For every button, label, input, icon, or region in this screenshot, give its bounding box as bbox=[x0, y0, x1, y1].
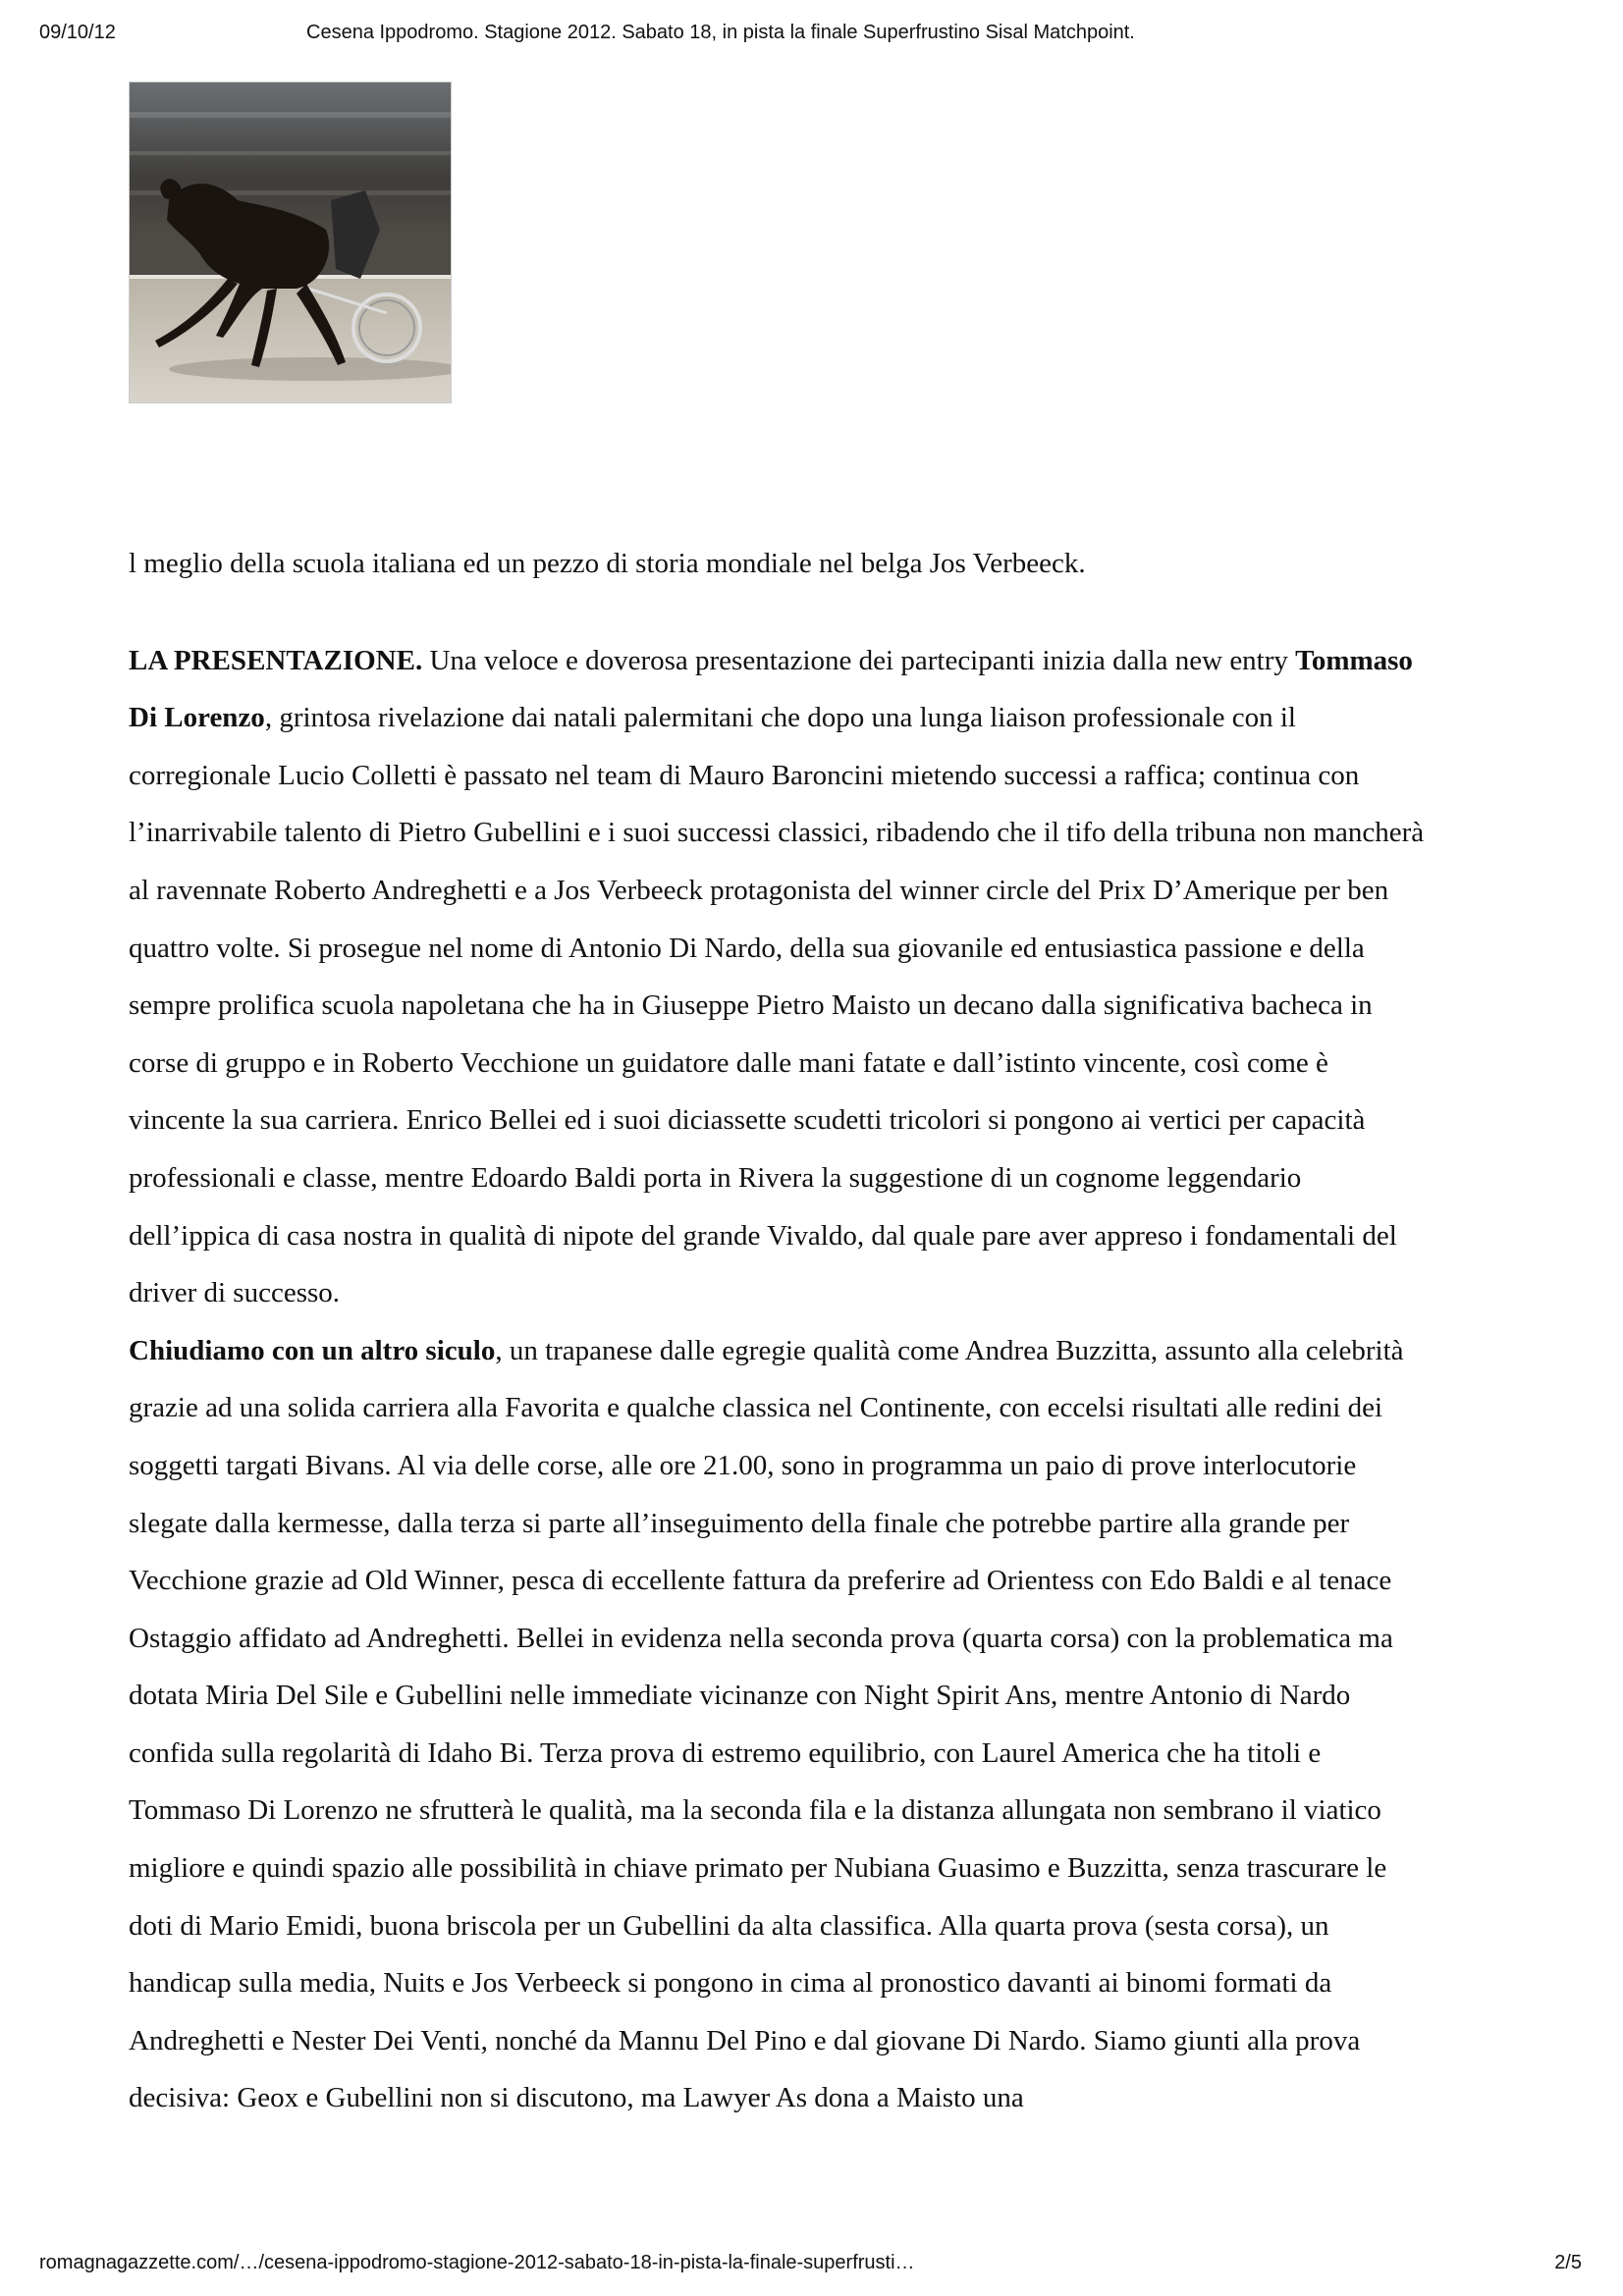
page-header bbox=[0, 22, 1623, 51]
paragraph-2-text-a: Una veloce e doverosa presentazione dei partecipanti inizia dalla new entry bbox=[422, 644, 1296, 676]
article-paragraph-2 bbox=[129, 632, 1425, 1322]
article-paragraph-3 bbox=[129, 1322, 1425, 2127]
harness-racing-photo bbox=[129, 81, 452, 403]
page-title: Cesena Ippodromo. Stagione 2012. Sabato 18, in pista la finale Superfrustino Sisal Matchpoint. bbox=[306, 22, 1135, 43]
page-number: 2/5 bbox=[1554, 2252, 1582, 2273]
paragraph-2-text-b: , grintosa rivelazione dai natali palermitani che dopo una lunga liaison professionale con il corregionale Lucio Colletti è passato nel team di Mauro Baroncini mietendo successi a raffica; continua con l’inarrivabile talento di Pietro Gubellini e i suoi successi classici, ribadendo che il tifo della tribuna non mancherà al ravennate Roberto Andreghetti e a Jos Verbeeck protagonista del winner circle del Prix D’Amerique per ben quattro volte. Si prosegue nel nome di Antonio Di Nardo, della sua giovanile ed entusiastica passione e della sempre prolifica scuola napoletana che ha in Giuseppe Pietro Maisto un decano dalla significativa bacheca in corse di gruppo e in Roberto Vecchione un guidatore dalle mani fatate e dall’istinto vincente, così come è vincente la sua carriera. Enrico Bellei ed i suoi diciassette scudetti tricolori si pongono ai vertici per capacità professionali e classe, mentre Edoardo Baldi porta in Rivera la suggestione di un cognome leggendario dell’ippica di casa nostra in qualità di nipote del grande Vivaldo, dal quale pare aver appreso i fondamentali del driver di successo. bbox=[129, 702, 1425, 1309]
source-url: romagnagazzette.com/…/cesena-ippodromo-stagione-2012-sabato-18-in-pista-la-finale-superfrusti… bbox=[39, 2252, 915, 2273]
harness-racing-photo-icon bbox=[130, 82, 451, 402]
paragraph-3-text: , un trapanese dalle egregie qualità come Andrea Buzzitta, assunto alla celebrità grazie ad una solida carriera alla Favorita e qualche classica nel Continente, con eccelsi risultati alle redini dei soggetti targati Bivans. Al via delle corse, alle ore 21.00, sono in programma un paio di prove interlocutorie slegate dalla kermesse, dalla terza si parte all’inseguimento della finale che potrebbe partire alla grande per Vecchione grazie ad Old Winner, pesca di eccellente fattura da preferire ad Orientess con Edo Baldi e al tenace Ostaggio affidato ad Andreghetti. Bellei in evidenza nella seconda prova (quarta corsa) con la problematica ma dotata Miria Del Sile e Gubellini nelle immediate vicinanze con Night Spirit Ans, mentre Antonio di Nardo confida sulla regolarità di Idaho Bi. Terza prova di estremo equilibrio, con Laurel America che ha titoli e Tommaso Di Lorenzo ne sfrutterà le qualità, ma la seconda fila e la distanza allungata non sembrano il viatico migliore e quindi spazio alle possibilità in chiave primato per Nubiana Guasimo e Buzzitta, senza trascurare le doti di Mario Emidi, buona briscola per un Gubellini da alta classifica. Alla quarta prova (sesta corsa), un handicap sulla media, Nuits e Jos Verbeeck si pongono in cima al pronostico davanti ai binomi formati da Andreghetti e Nester Dei Venti, nonché da Mannu Del Pino e dal giovane Di Nardo. Siamo giunti alla prova decisiva: Geox e Gubellini non si discutono, ma Lawyer As dona a Maisto una bbox=[129, 1334, 1404, 2114]
article-body bbox=[129, 535, 1425, 2127]
bold-lead-chiudiamo: Chiudiamo con un altro siculo bbox=[129, 1334, 496, 1366]
page-footer bbox=[0, 2252, 1623, 2281]
section-heading-presentazione: LA PRESENTAZIONE. bbox=[129, 644, 423, 676]
bold-name-tommaso: Tommaso Di Lorenzo bbox=[129, 644, 1413, 734]
article-paragraph-1: l meglio della scuola italiana ed un pezzo di storia mondiale nel belga Jos Verbeeck. bbox=[129, 548, 1086, 579]
print-date: 09/10/12 bbox=[39, 22, 116, 43]
